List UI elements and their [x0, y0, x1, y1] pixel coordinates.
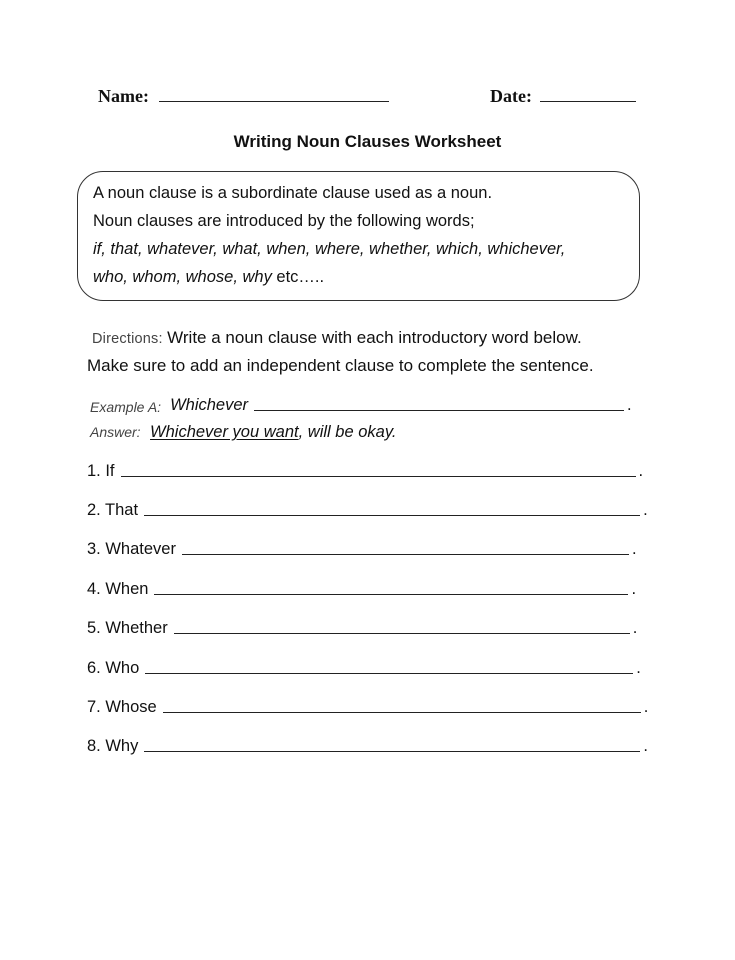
- question-row: [87, 737, 648, 756]
- question-label: 1. If: [87, 462, 115, 480]
- question-period: .: [636, 659, 641, 677]
- example-label: Example A:: [90, 399, 162, 415]
- definition-box: [77, 171, 640, 301]
- question-row: [87, 501, 648, 520]
- question-row: [87, 698, 648, 717]
- question-period: .: [632, 619, 638, 637]
- directions-text-1: Write a noun clause with each introductory word below.: [167, 328, 582, 347]
- question-period: .: [643, 501, 648, 519]
- example-blank[interactable]: [254, 409, 624, 411]
- worksheet-title: Writing Noun Clauses Worksheet: [233, 132, 502, 151]
- name-label: Name:: [98, 86, 149, 106]
- definition-line-2: Noun clauses are introduced by the following words;: [93, 212, 475, 230]
- date-field[interactable]: [490, 86, 636, 107]
- name-field[interactable]: [98, 86, 389, 107]
- answer-blank[interactable]: [154, 593, 628, 595]
- question-label: 8. Why: [87, 737, 139, 755]
- answer-label: Answer:: [90, 424, 141, 440]
- question-row: [87, 619, 637, 638]
- question-period: .: [643, 698, 649, 716]
- question-label: 5. Whether: [87, 619, 168, 637]
- question-label: 7. Whose: [87, 698, 157, 716]
- definition-etc: etc…..: [271, 268, 325, 286]
- question-period: .: [643, 737, 648, 755]
- question-row: [87, 659, 641, 678]
- date-blank[interactable]: [540, 100, 636, 102]
- date-label: Date:: [490, 86, 532, 106]
- definition-line-4: [93, 268, 324, 287]
- answer-blank[interactable]: [163, 711, 641, 713]
- example-word: Whichever: [170, 396, 249, 414]
- answer-underlined: Whichever you want: [150, 423, 299, 441]
- question-label: 2. That: [87, 501, 139, 519]
- directions-text-2: Make sure to add an independent clause to complete the sentence.: [87, 356, 594, 375]
- answer-blank[interactable]: [182, 553, 629, 555]
- answer-blank[interactable]: [144, 514, 640, 516]
- question-row: [87, 540, 637, 559]
- question-period: .: [638, 462, 644, 480]
- question-row: [87, 580, 636, 599]
- question-period: .: [631, 540, 637, 558]
- answer-blank[interactable]: [145, 672, 633, 674]
- answer-rest: , will be okay.: [298, 423, 397, 441]
- directions-line-1: [92, 328, 582, 348]
- answer-row: [90, 423, 396, 442]
- example-period: .: [627, 396, 632, 414]
- question-label: 4. When: [87, 580, 149, 598]
- directions-label: Directions:: [92, 331, 163, 347]
- example-row: [90, 396, 632, 415]
- name-blank[interactable]: [159, 100, 389, 102]
- definition-line-3: if, that, whatever, what, when, where, whether, which, whichever,: [93, 240, 566, 258]
- question-period: .: [631, 580, 637, 598]
- question-label: 3. Whatever: [87, 540, 176, 558]
- answer-blank[interactable]: [121, 475, 636, 477]
- question-row: [87, 462, 643, 481]
- answer-blank[interactable]: [144, 750, 640, 752]
- definition-line-1: A noun clause is a subordinate clause used as a noun.: [93, 184, 493, 202]
- definition-words-italic: who, whom, whose, why: [93, 268, 272, 286]
- question-label: 6. Who: [87, 659, 140, 677]
- answer-blank[interactable]: [174, 632, 630, 634]
